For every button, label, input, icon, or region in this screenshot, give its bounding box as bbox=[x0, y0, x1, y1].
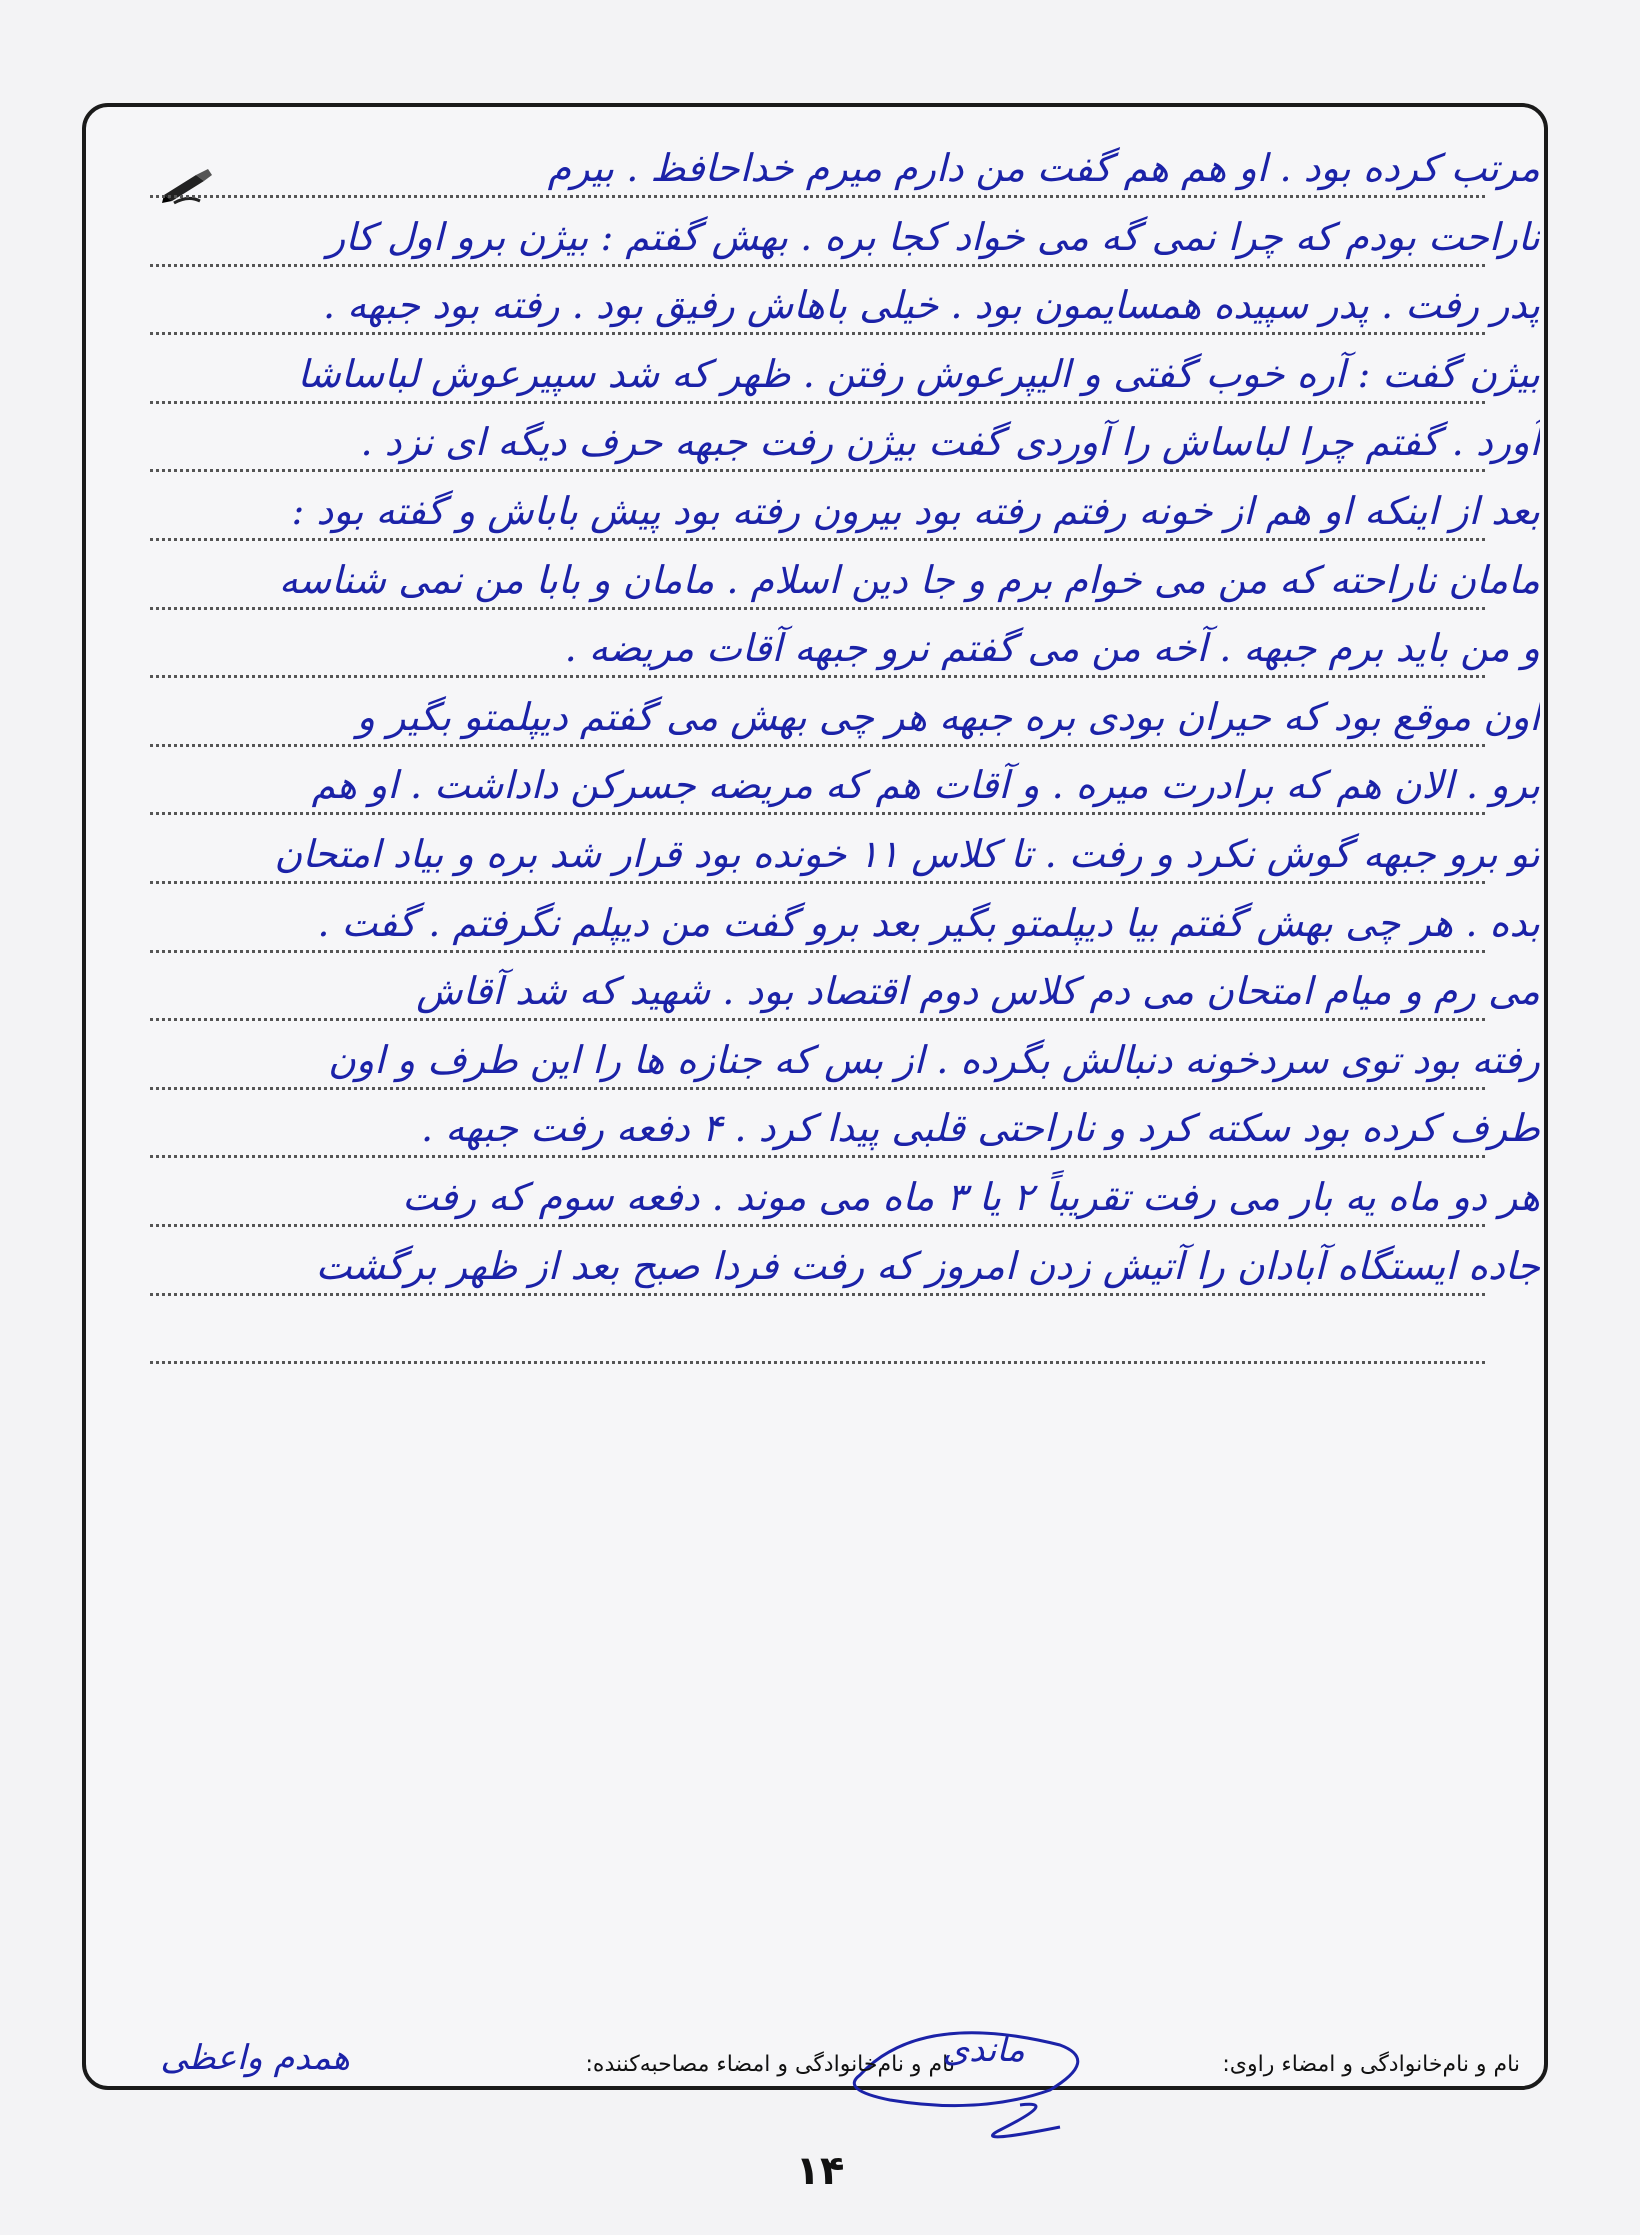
handwritten-line: پدر رفت . پدر سپیده همسایمون بود . خیلی باهاش رفیق بود . رفته بود جبهه . bbox=[323, 283, 1540, 327]
page-number: ۱۴ bbox=[795, 2148, 845, 2194]
handwritten-line: و من باید برم جبهه . آخه من می گفتم نرو جبهه آقات مریضه . bbox=[564, 626, 1540, 670]
handwritten-line: طرف کرده بود سکته کرد و ناراحتی قلبی پیدا کرد . ۴ دفعه رفت جبهه . bbox=[421, 1106, 1540, 1150]
narrator-name: همدم واعظی bbox=[160, 2038, 350, 2078]
handwritten-line: برو . الان هم که برادرت میره . و آقات هم که مریضه جسرکن داداشت . او هم bbox=[311, 763, 1540, 807]
handwritten-line: اون موقع بود که حیران بودی بره جبهه هر چی بهش می گفتم دیپلمتو بگیر و bbox=[356, 695, 1540, 739]
handwritten-line: جاده ایستگاه آبادان را آتیش زدن امروز که رفت فردا صبح بعد از ظهر برگشت bbox=[315, 1244, 1540, 1288]
handwritten-line: ناراحت بودم که چرا نمی گه می خواد کجا بره . بهش گفتم : بیژن برو اول کار bbox=[326, 215, 1540, 259]
handwritten-line: آورد . گفتم چرا لباساش را آوردی گفت بیژن رفت جبهه حرف دیگه ای نزد . bbox=[360, 420, 1540, 464]
handwritten-line: هر دو ماه یه بار می رفت تقریباً ۲ یا ۳ ماه می موند . دفعه سوم که رفت bbox=[402, 1175, 1540, 1219]
handwritten-line: تو برو جبهه گوش نکرد و رفت . تا کلاس ۱۱ خونده بود قرار شد بره و بیاد امتحان bbox=[274, 832, 1540, 876]
handwritten-line: مرتب کرده بود . او هم هم گفت من دارم میرم خداحافظ . بیرم bbox=[547, 146, 1540, 190]
handwritten-line: می رم و میام امتحان می دم کلاس دوم اقتصاد بود . شهید که شد آقاش bbox=[416, 969, 1540, 1013]
handwritten-line: بده . هر چی بهش گفتم بیا دیپلمتو بگیر بعد برو گفت من دیپلم نگرفتم . گفت . bbox=[317, 901, 1540, 945]
narrator-label: نام و نام‌خانوادگی و امضاء راوی: bbox=[1222, 2052, 1520, 2077]
handwritten-line: مامان ناراحته که من می خوام برم و جا دین اسلام . مامان و بابا من نمی شناسه bbox=[278, 558, 1540, 602]
footer-signatures bbox=[110, 2030, 1520, 2088]
interviewer-label: نام و نام‌خانوادگی و امضاء مصاحبه‌کننده: bbox=[585, 2052, 955, 2077]
handwritten-line: رفته بود توی سردخونه دنبالش بگرده . از بس که جنازه ها را این طرف و اون bbox=[327, 1038, 1540, 1082]
interviewer-signature: ماندی bbox=[942, 2030, 1025, 2070]
handwritten-line bbox=[140, 1299, 1540, 1369]
handwritten-line: بعد از اینکه او هم از خونه رفتم رفته بود بیرون رفته بود پیش باباش و گفته بود : bbox=[291, 489, 1540, 533]
handwritten-line: بیژن گفت : آره خوب گفتی و الیپرعوش رفتن . ظهر که شد سپیرعوش لباساشا bbox=[297, 352, 1540, 396]
